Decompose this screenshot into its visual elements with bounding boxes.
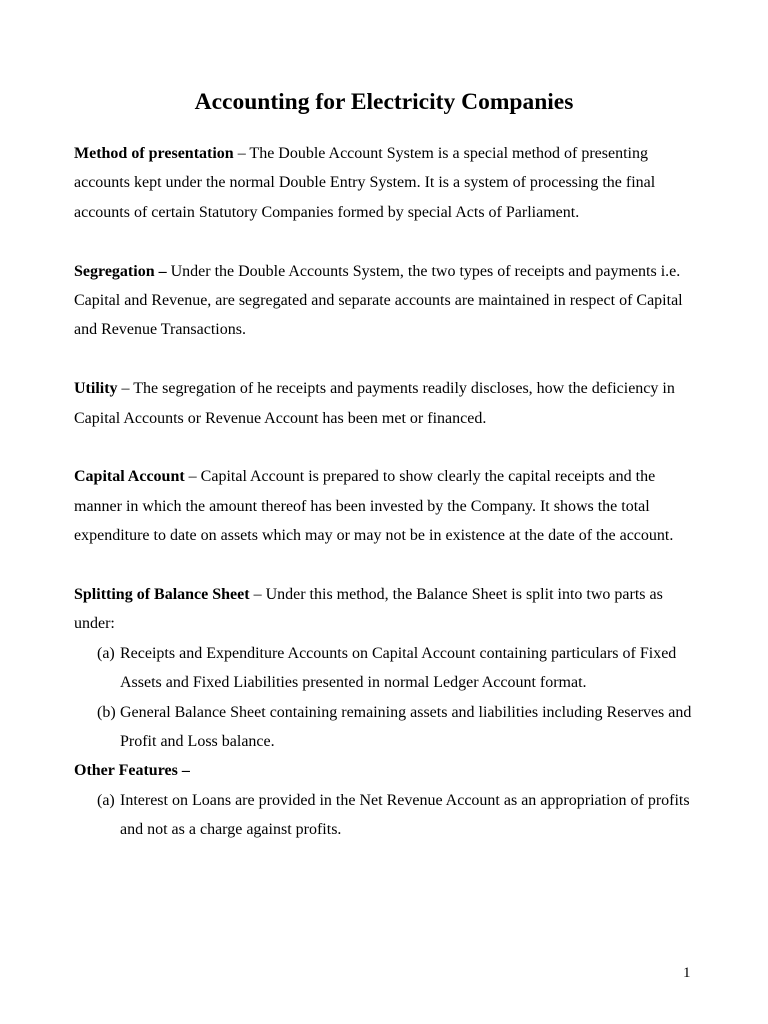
method-of-presentation-text: – The Double Account System is a special method of presenting accounts kept under the normal Double Entry System. It is a system of processing the final accounts of certain Statutory Companies formed by special Acts of Parliament. [74,145,656,221]
document-body [74,139,700,845]
list-item-text: General Balance Sheet containing remaining assets and liabilities including Reserves and Profit and Loss balance. [120,703,692,751]
list-item-text: Receipts and Expenditure Accounts on Capital Account containing particulars of Fixed Assets and Fixed Liabilities presented in normal Ledger Account format. [120,644,677,692]
other-features-paragraph [74,756,700,785]
segregation-paragraph [74,257,700,345]
capital-account-text: – Capital Account is prepared to show clearly the capital receipts and the manner in which the amount thereof has been invested by the Company. It shows the total expenditure to date on assets which may or may not be in existence at the date of the account. [74,468,674,545]
paragraph-spacer [74,345,700,374]
other-features-label: Other Features – [74,762,190,780]
list-item [74,698,700,757]
list-marker: (a) [97,791,115,809]
list-marker: (b) [97,703,116,721]
paragraph-spacer [74,227,700,256]
list-marker: (a) [97,644,115,662]
utility-text: – The segregation of he receipts and payments readily discloses, how the deficiency in Capital Accounts or Revenue Account has been met or financed. [74,380,675,427]
page-title: Accounting for Electricity Companies [194,89,574,115]
list-item-text: Interest on Loans are provided in the Net Revenue Account as an appropriation of profits and not as a charge against profits. [120,791,690,839]
utility-paragraph [74,374,700,433]
paragraph-spacer [74,551,700,580]
method-of-presentation-paragraph [74,139,700,227]
utility-label: Utility [74,380,118,398]
splitting-balance-sheet-label: Splitting of Balance Sheet [74,586,250,604]
method-of-presentation-label: Method of presentation [74,145,234,162]
capital-account-label: Capital Account [74,468,185,486]
splitting-balance-sheet-paragraph [74,580,700,639]
list-item [74,639,700,698]
page-number: 1 [683,965,691,981]
segregation-label: Segregation – [74,262,167,280]
list-item [74,786,700,845]
splitting-balance-sheet-text: – Under this method, the Balance Sheet is split into two parts as under: [74,586,663,633]
segregation-text: Under the Double Accounts System, the two types of receipts and payments i.e. Capital and Revenue, are segregated and separate accounts are maintained in respect of Capital and Revenue Transactions. [74,262,683,339]
capital-account-paragraph [74,462,700,550]
paragraph-spacer [74,433,700,462]
